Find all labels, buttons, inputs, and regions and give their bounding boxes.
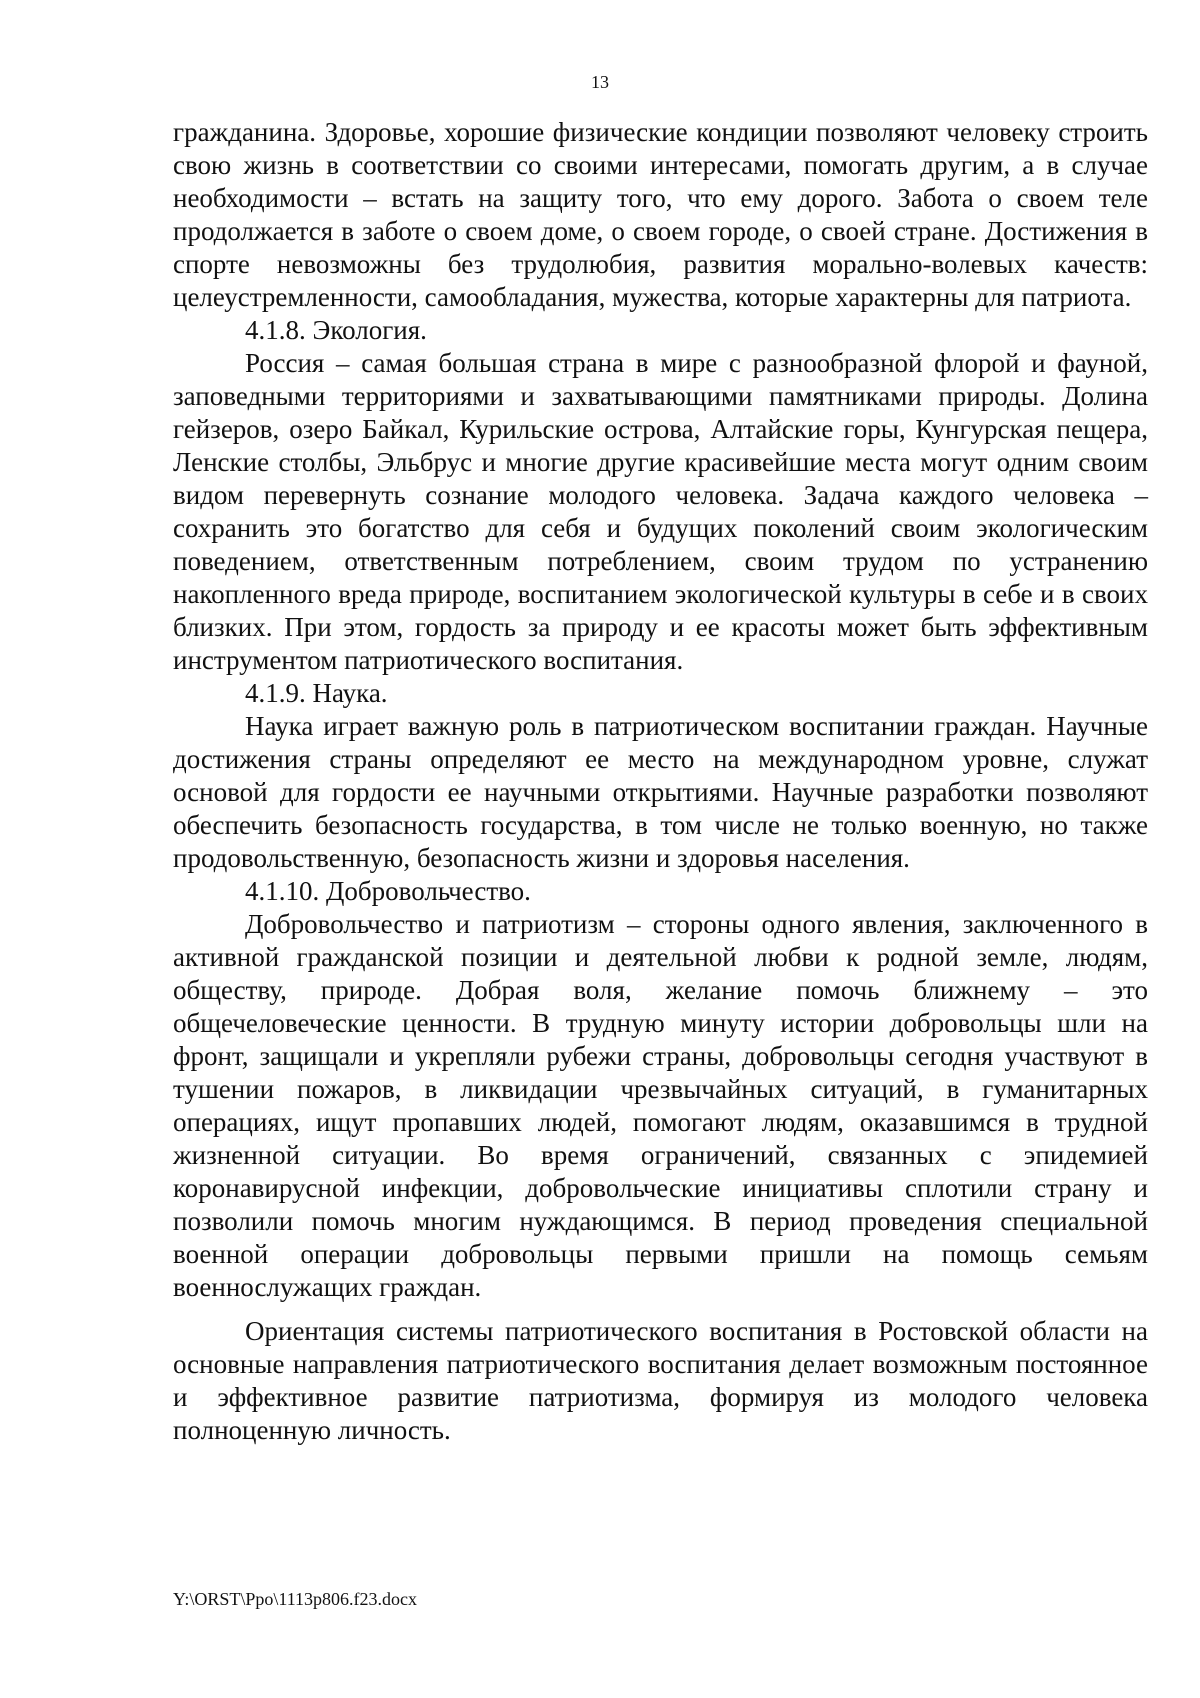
paragraph-volunteering: Добровольчество и патриотизм – стороны одного явления, заключенного в активной гражданской позиции и деятельной любви к родной земле, людям, обществу, природе. Добрая воля, желание помочь ближнему – это общечеловеческие ценности. В трудную минуту истории добровольцы шли на фронт, защищали и укрепляли рубежи страны, добровольцы сегодня участвуют в тушении пожаров, в ликвидации чрезвычайных ситуаций, в гуманитарных операциях, ищут пропавших людей, помогают людям, оказавшимся в трудной жизненной ситуации. Во время ограничений, связанных с эпидемией коронавирусной инфекции, добровольческие инициативы сплотили страну и позволили помочь многим нуждающимся. В период проведения специальной военной операции добровольцы первыми пришли на помощь семьям военнослужащих граждан. bbox=[173, 909, 1148, 1302]
paragraph-science: Наука играет важную роль в патриотическом воспитании граждан. Научные достижения страны определяют ее место на международном уровне, служат основой для гордости ее научными открытиями. Научные разработки позволяют обеспечить безопасность государства, в том числе не только военную, но также продовольственную, безопасность жизни и здоровья населения. bbox=[173, 711, 1148, 873]
document-body bbox=[173, 116, 1148, 1447]
paragraph-conclusion: Ориентация системы патриотического воспитания в Ростовской области на основные направления патриотического воспитания делает возможным постоянное и эффективное развитие патриотизма, формируя из молодого человека полноценную личность. bbox=[173, 1316, 1148, 1445]
paragraph-ecology: Россия – самая большая страна в мире с разнообразной флорой и фауной, заповедными территориями и захватывающими памятниками природы. Долина гейзеров, озеро Байкал, Курильские острова, Алтайские горы, Кунгурская пещера, Ленские столбы, Эльбрус и многие другие красивейшие места могут одним своим видом перевернуть сознание молодого человека. Задача каждого человека – сохранить это богатство для себя и будущих поколений своим экологическим поведением, ответственным потреблением, своим трудом по устранению накопленного вреда природе, воспитанием экологической культуры в себе и в своих близких. При этом, гордость за природу и ее красоты может быть эффективным инструментом патриотического воспитания. bbox=[173, 348, 1148, 675]
page-number: 13 bbox=[591, 72, 609, 92]
footer-file-path: Y:\ORST\Ppo\1113p806.f23.docx bbox=[173, 1589, 418, 1609]
heading-science: 4.1.9. Наука. bbox=[245, 678, 388, 708]
paragraph-health-continuation: гражданина. Здоровье, хорошие физические кондиции позволяют человеку строить свою жизнь в соответствии со своими интересами, помогать другим, а в случае необходимости – встать на защиту того, что ему дорого. Забота о своем теле продолжается в заботе о своем доме, о своем городе, о своей стране. Достижения в спорте невозможны без трудолюбия, развития морально-волевых качеств: целеустремленности, самообладания, мужества, которые характерны для патриота. bbox=[173, 117, 1148, 312]
heading-volunteering: 4.1.10. Добровольчество. bbox=[245, 876, 531, 906]
heading-ecology: 4.1.8. Экология. bbox=[245, 315, 427, 345]
